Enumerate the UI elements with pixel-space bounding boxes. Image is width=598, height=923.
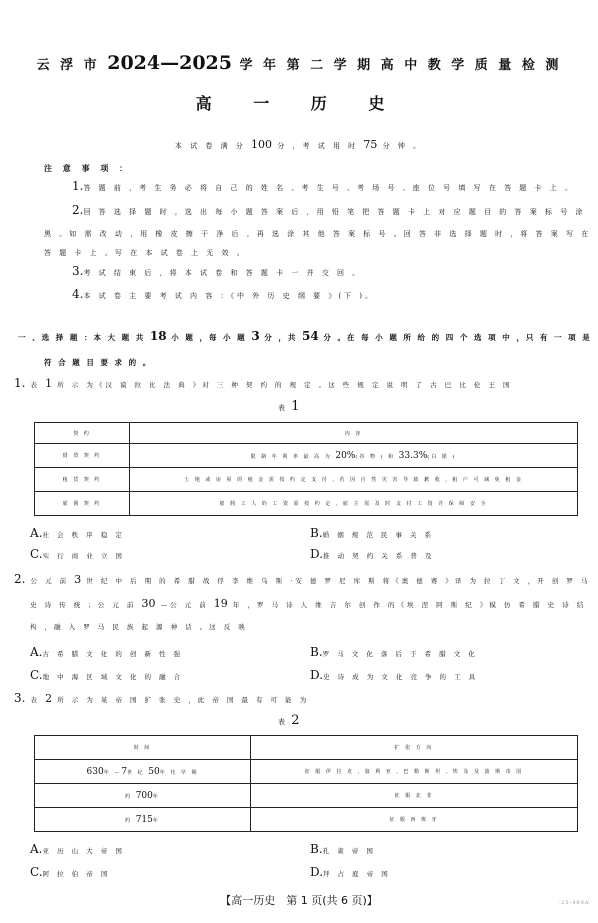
table-cell (130, 444, 578, 468)
print-code: ·25-489A· (558, 900, 592, 906)
table-caption (278, 399, 300, 414)
option-letter: B. (310, 842, 323, 856)
question-text: 表 (30, 696, 41, 704)
option-letter: D. (310, 668, 324, 682)
question-number: 3. (14, 691, 26, 705)
option-text: 拜 占 庭 帝 国 (323, 870, 391, 878)
cell-value: 715 (135, 814, 153, 825)
question-number: 2. (14, 572, 26, 586)
section-text: 一 、选 择 题 ：本 大 题 共 (18, 333, 146, 342)
notice-text: 回 答 选 择 题 时 ，选 出 每 小 题 答 案 后 ，用 铅 笔 把 答 题 卡 上 对 应 题 目 的 答 案 标 号 涂 (83, 208, 586, 216)
question-number-value: 19 (213, 597, 228, 610)
table-cell (35, 808, 251, 832)
option-text: 亚 历 山 大 帝 国 (42, 847, 125, 855)
option-text: 古 希 腊 文 化 的 创 新 性 强 (42, 650, 184, 658)
table-row (35, 492, 578, 516)
option-c[interactable] (30, 547, 125, 561)
cell-text: 年 (152, 793, 160, 800)
option-a[interactable] (30, 842, 125, 856)
table-cell: 借 贷 契 约 (35, 444, 130, 468)
table-ref: 2 (45, 692, 53, 705)
cell-text: 和 (388, 453, 396, 460)
option-letter: A. (30, 645, 43, 659)
table-2 (34, 735, 578, 832)
option-letter: B. (310, 526, 323, 540)
cell-value: 630 (86, 766, 104, 777)
option-text: 社 会 秩 序 稳 定 (42, 531, 125, 539)
notice-num: 1. (72, 179, 84, 193)
option-letter: C. (30, 668, 43, 682)
table-cell: 土 地 或 房 屋 的 租 金 需 按 约 定 支 付 ，若 因 自 然 灾 害 导 致 歉 收 ，租 户 可 减 免 租 金 (130, 468, 578, 492)
option-c[interactable] (30, 865, 110, 879)
table-header: 内 容 (130, 423, 578, 444)
info-time: 75 (363, 138, 378, 151)
question-1 (14, 376, 513, 390)
info-text: 分 ，考 试 用 时 (277, 142, 359, 150)
table-cell: 征 服 伊 拉 克 、叙 利 亚 、巴 勒 斯 坦 、埃 及 及 波 斯 帝 国 (251, 760, 578, 784)
cell-text: 世 纪 (127, 769, 145, 776)
notice-text: 答 题 前 ，考 生 务 必 将 自 己 的 姓 名 、考 生 号 、考 场 号 、座 位 号 填 写 在 答 题 卡 上 。 (83, 184, 575, 192)
question-text: 所 示 为《汉 谟 拉 比 法 典 》对 三 种 契 约 的 规 定 。这 些 规 定 说 明 了 古 巴 比 伦 王 国 (57, 381, 513, 389)
question-text: 年 ，罗 马 诗 人 维 吉 尔 创 作 的《埃 涅 阿 斯 纪 》模 仿 希 腊 史 诗 结 (232, 601, 587, 609)
question-number: 1. (14, 376, 26, 390)
cell-text: 年 — (103, 769, 122, 776)
cell-text: 约 (125, 793, 133, 800)
option-letter: C. (30, 547, 43, 561)
notice-item-2 (72, 204, 585, 218)
option-letter: C. (30, 865, 43, 879)
table-cell: 征 服 北 非 (251, 784, 578, 808)
info-score: 100 (251, 138, 273, 151)
option-a[interactable] (30, 526, 125, 540)
table-caption (278, 713, 300, 728)
section-text: 分 。在 每 小 题 所 给 的 四 个 选 项 中 ，只 有 一 项 是 (323, 333, 592, 342)
question-text: —公 元 前 (160, 601, 209, 609)
option-text: 婚 姻 规 范 民 事 关 系 (322, 531, 435, 539)
notice-text: 考 试 结 束 后 ，将 本 试 卷 和 答 题 卡 一 并 交 回 。 (83, 269, 363, 277)
section-text: 分 ，共 (264, 333, 298, 342)
exam-info (0, 138, 598, 151)
option-text: 史 诗 成 为 文 化 竞 争 的 工 具 (323, 673, 479, 681)
section-total: 54 (302, 329, 319, 343)
caption-num: 2 (291, 713, 300, 728)
notice-item-4 (72, 288, 375, 302)
table-cell (35, 784, 251, 808)
option-text: 孔 雀 帝 国 (322, 847, 376, 855)
table-row (35, 784, 578, 808)
table-cell: 征 服 西 班 牙 (251, 808, 578, 832)
table-header: 时 间 (35, 736, 251, 760)
table-1 (34, 422, 578, 516)
question-text: 所 示 为 某 帝 国 扩 张 史 ，此 帝 国 最 有 可 能 为 (57, 696, 310, 704)
info-text: 本 试 卷 满 分 (174, 142, 246, 150)
section-heading-line2: 符 合 题 目 要 求 的 。 (44, 358, 153, 367)
table-cell (35, 760, 251, 784)
section-each: 3 (251, 329, 260, 343)
option-d[interactable] (310, 547, 434, 561)
option-text: 罗 马 文 化 落 后 于 希 腊 文 化 (322, 650, 478, 658)
table-header: 扩 张 方 向 (251, 736, 578, 760)
option-text: 阿 拉 伯 帝 国 (42, 870, 111, 878)
cell-text: 年 代 早 期 (159, 769, 199, 776)
notice-text-line: 黑 。如 需 改 动 ，用 橡 皮 擦 干 净 后 ，再 选 涂 其 他 答 案 标 号 。回 答 非 选 择 题 时 ，将 答 案 写 在 (44, 230, 592, 238)
option-b[interactable] (310, 842, 376, 856)
cell-text: 年 (152, 817, 160, 824)
section-text: 小 题 ，每 小 题 (171, 333, 247, 342)
table-cell: 雇 佣 工 人 的 工 资 需 按 约 定 ，雇 主 需 及 时 支 付 工 资 并 保 障 安 全 (130, 492, 578, 516)
question-text: 史 诗 传 统 ；公 元 前 (30, 601, 137, 609)
cell-value: 700 (135, 790, 153, 801)
table-header-row (35, 423, 578, 444)
table-row (35, 444, 578, 468)
cell-value: 7 (121, 766, 128, 777)
notice-item-3 (72, 265, 362, 279)
option-b[interactable] (310, 645, 478, 659)
notice-text: 本 试 卷 主 要 考 试 内 容 ：《中 外 历 史 纲 要 》(下 )。 (83, 292, 376, 300)
question-3 (14, 691, 309, 705)
notice-num: 3. (72, 264, 84, 278)
table-header-row (35, 736, 578, 760)
option-text: 推 动 契 约 关 系 普 及 (323, 552, 435, 560)
table-ref: 1 (45, 377, 53, 390)
notice-title: 注 意 事 项 ： (44, 163, 132, 173)
cell-value: 50 (148, 766, 160, 777)
notice-text-line: 答 题 卡 上 。写 在 本 试 卷 上 无 效 。 (44, 249, 247, 257)
notice-item-1 (72, 180, 575, 194)
question-2-line3: 构 ，融 入 罗 马 民 族 起 源 神 话 。这 反 映 (30, 623, 248, 631)
table-header: 契 约 (35, 423, 130, 444)
table-row (35, 468, 578, 492)
option-letter: A. (30, 842, 43, 856)
notice-num: 4. (72, 287, 84, 301)
caption-label: 表 (278, 718, 287, 726)
cell-text: 约 (125, 817, 133, 824)
header-region: 云 浮 市 (36, 58, 100, 73)
table-row (35, 808, 578, 832)
option-a[interactable] (30, 645, 183, 659)
option-c[interactable] (30, 668, 183, 682)
option-text: 实 行 商 业 立 国 (42, 552, 125, 560)
question-text: 表 (30, 381, 41, 389)
subject-title: 高 一 历 史 (195, 94, 403, 113)
section-count: 18 (149, 329, 167, 343)
question-text: 公 元 前 (30, 577, 70, 585)
option-letter: D. (310, 865, 324, 879)
header-rest: 学 年 第 二 学 期 高 中 教 学 质 量 检 测 (239, 58, 562, 73)
notice-num: 2. (72, 203, 84, 217)
option-d[interactable] (310, 668, 478, 682)
option-text: 地 中 海 区 域 文 化 的 融 合 (42, 673, 184, 681)
section-heading (18, 329, 592, 343)
cell-text: (白 银 ) (427, 453, 457, 460)
option-letter: B. (310, 645, 323, 659)
question-2-line2 (30, 597, 586, 610)
table-row (35, 760, 578, 784)
cell-text: (谷 物 ) (355, 453, 385, 460)
cell-value: 33.3% (398, 450, 428, 461)
question-text: 世 纪 中 后 期 的 希 腊 战 俘 李 维 乌 斯 ·安 德 罗 尼 库 斯 将《奥 德 赛 》译 为 拉 丁 文 ，开 创 罗 马 (86, 577, 591, 585)
table-cell: 租 赁 契 约 (35, 468, 130, 492)
cell-text: 限 制 年 利 率 最 高 为 (250, 453, 332, 460)
caption-label: 表 (278, 404, 287, 412)
header-year: 2024—2025 (107, 52, 232, 74)
option-letter: D. (310, 547, 324, 561)
caption-num: 1 (291, 399, 300, 414)
question-2 (14, 572, 590, 586)
exam-header (0, 52, 598, 74)
question-number-value: 3 (74, 573, 82, 586)
table-cell: 雇 佣 契 约 (35, 492, 130, 516)
info-text: 分 钟 。 (382, 142, 424, 150)
option-d[interactable] (310, 865, 391, 879)
option-letter: A. (30, 526, 43, 540)
option-b[interactable] (310, 526, 434, 540)
page-footer: 【高一历史 第 1 页(共 6 页)】 (220, 894, 378, 907)
question-number-value: 30 (141, 597, 156, 610)
cell-value: 20% (335, 450, 356, 461)
